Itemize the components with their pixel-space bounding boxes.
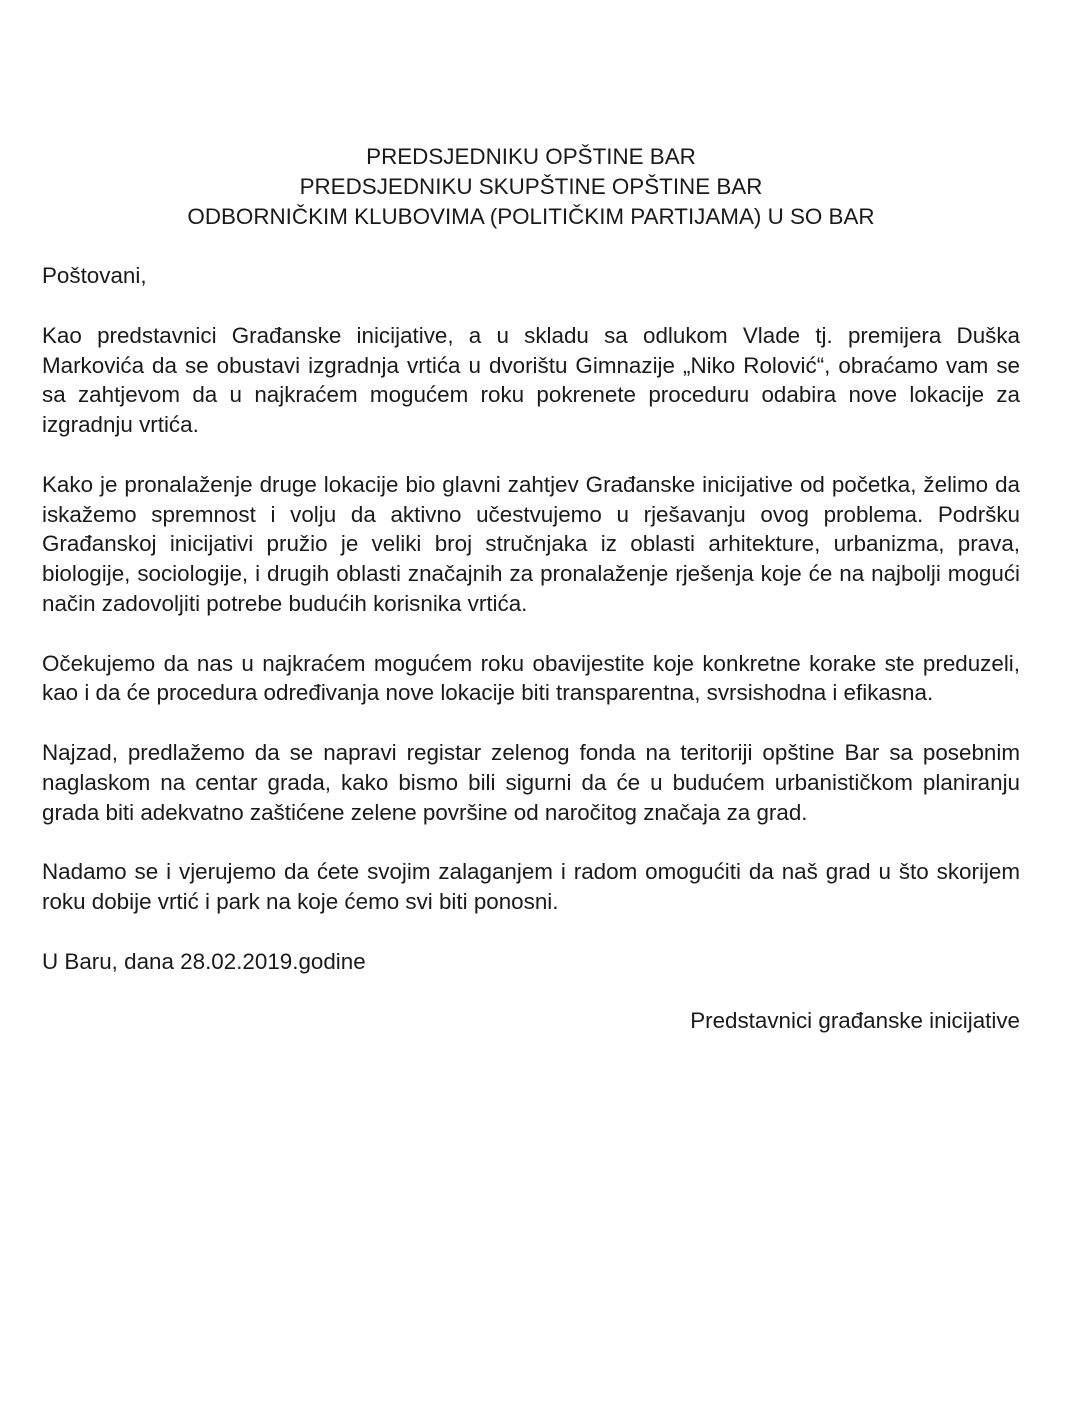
paragraph-participation: Kako je pronalaženje druge lokacije bio glavni zahtjev Građanske inicijative od početka, želimo da iskažemo spremnost i volju da aktivno učestvujemo u rješavanju ovog problema. Podršku Građanskoj inicijativi pružio je veliki broj stručnjaka iz oblasti arhitekture, urbanizma, prava, biologije, sociologije, i drugih oblasti značajnih za pronalaženje rješenja koje će na najbolji mogući način zadovoljiti potrebe budućih korisnika vrtića. <box>42 471 1020 616</box>
signature: Predstavnici građanske inicijative <box>690 1008 1020 1034</box>
letter-page <box>42 142 1020 1036</box>
paragraph-closing: Nadamo se i vjerujemo da ćete svojim zalaganjem i radom omogućiti da naš grad u što skorijem roku dobije vrtić i park na koje ćemo svi biti ponosni. <box>42 859 1020 914</box>
addressee-block <box>42 142 1020 231</box>
salutation: Poštovani, <box>42 263 147 289</box>
date-line: U Baru, dana 28.02.2019.godine <box>42 948 366 974</box>
addressee-line: ODBORNIČKIM KLUBOVIMA (POLITIČKIM PARTIJAMA) U SO BAR <box>187 203 875 229</box>
addressee-line: PREDSJEDNIKU OPŠTINE BAR <box>366 144 696 169</box>
paragraph-expectation: Očekujemo da nas u najkraćem mogućem roku obavijestite koje konkretne korake ste preduzeli, kao i da će procedura određivanja nove lokacije biti transparentna, svrsishodna i efikasna. <box>42 650 1020 706</box>
paragraph-green-registry: Najzad, predlažemo da se napravi registar zelenog fonda na teritoriji opštine Bar sa posebnim naglaskom na centar grada, kako bismo bili sigurni da će u budućem urbanističkom planiranju grada biti adekvatno zaštićene zelene površine od naročitog značaja za grad. <box>42 739 1020 825</box>
addressee-line: PREDSJEDNIKU SKUPŠTINE OPŠTINE BAR <box>299 173 763 199</box>
paragraph-request: Kao predstavnici Građanske inicijative, a u skladu sa odlukom Vlade tj. premijera Duška Markovića da se obustavi izgradnja vrtića u dvorištu Gimnazije „Niko Rolović“, obraćamo vam se sa zahtjevom da u najkraćem mogućem roku pokrenete proceduru odabira nove lokacije za izgradnju vrtića. <box>42 322 1020 438</box>
